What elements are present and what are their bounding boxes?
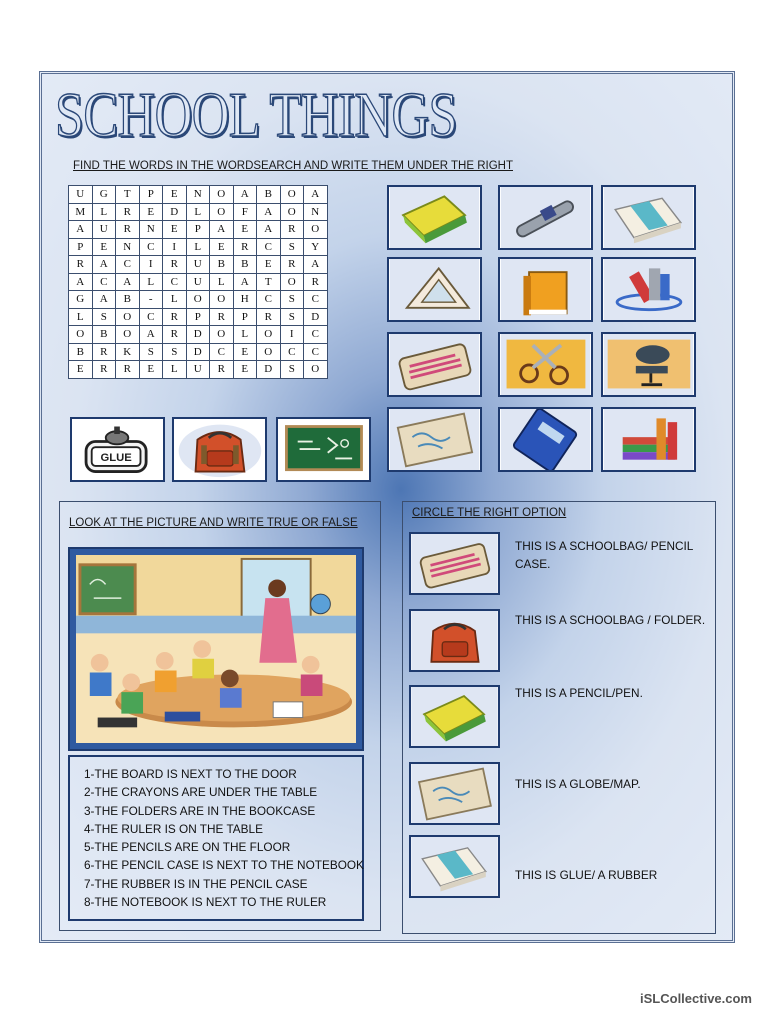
wordsearch-cell[interactable]: S: [280, 361, 304, 379]
wordsearch-cell[interactable]: C: [280, 343, 304, 361]
wordsearch-cell[interactable]: O: [116, 308, 140, 326]
wordsearch-cell[interactable]: C: [139, 308, 163, 326]
item-picture: [387, 257, 482, 322]
wordsearch-cell[interactable]: S: [139, 343, 163, 361]
wordsearch-cell[interactable]: S: [92, 308, 116, 326]
wordsearch-cell[interactable]: R: [210, 361, 234, 379]
wordsearch-row: [69, 308, 328, 326]
pencil-sharpener-icon: [411, 687, 498, 746]
wordsearch-cell[interactable]: S: [280, 238, 304, 256]
wordsearch-cell[interactable]: R: [92, 343, 116, 361]
wordsearch-cell[interactable]: E: [139, 361, 163, 379]
wordsearch-cell[interactable]: P: [233, 308, 257, 326]
wordsearch-row: [69, 326, 328, 344]
option-text[interactable]: THIS IS A GLOBE/MAP.: [515, 777, 641, 791]
wordsearch-cell[interactable]: S: [163, 343, 187, 361]
wordsearch-cell[interactable]: A: [69, 273, 93, 291]
calculator-icon: [500, 409, 591, 470]
scissors-icon: [500, 334, 591, 395]
item-picture: [601, 185, 696, 250]
schoolbag-icon: [174, 419, 265, 480]
wordsearch-cell[interactable]: A: [304, 186, 328, 204]
folders-icon: [603, 409, 694, 470]
wordsearch-cell[interactable]: O: [186, 291, 210, 309]
wordsearch-cell[interactable]: U: [186, 273, 210, 291]
wordsearch-cell[interactable]: K: [116, 343, 140, 361]
statement-item: 5-THE PENCILS ARE ON THE FLOOR: [84, 840, 291, 855]
wordsearch-cell[interactable]: O: [116, 326, 140, 344]
statement-item: 8-THE NOTEBOOK IS NEXT TO THE RULER: [84, 895, 327, 910]
wordsearch-cell[interactable]: C: [257, 291, 281, 309]
wordsearch-cell[interactable]: Y: [304, 238, 328, 256]
wordsearch-cell[interactable]: A: [233, 186, 257, 204]
wordsearch-cell[interactable]: L: [186, 203, 210, 221]
item-picture: [498, 332, 593, 397]
wordsearch-cell[interactable]: D: [163, 203, 187, 221]
wordsearch-cell[interactable]: N: [116, 238, 140, 256]
wordsearch-cell[interactable]: U: [186, 256, 210, 274]
wordsearch-cell[interactable]: C: [210, 343, 234, 361]
wordsearch-cell[interactable]: N: [186, 186, 210, 204]
wordsearch-cell[interactable]: R: [210, 308, 234, 326]
wordsearch-cell[interactable]: R: [233, 238, 257, 256]
wordsearch-cell[interactable]: C: [304, 343, 328, 361]
wordsearch-cell[interactable]: O: [69, 326, 93, 344]
wordsearch-cell[interactable]: -: [139, 291, 163, 309]
wordsearch-cell[interactable]: R: [257, 308, 281, 326]
item-picture: [387, 407, 482, 472]
wordsearch-row: [69, 186, 328, 204]
option-picture: [409, 685, 500, 748]
wordsearch-cell[interactable]: U: [69, 186, 93, 204]
wordsearch-cell[interactable]: A: [116, 273, 140, 291]
option-picture: [409, 762, 500, 825]
chair-icon: [603, 334, 694, 395]
wordsearch-row: [69, 361, 328, 379]
wordsearch-row: [69, 256, 328, 274]
board-icon: [278, 419, 369, 480]
statement-item: 4-THE RULER IS ON THE TABLE: [84, 821, 263, 836]
wordsearch-cell[interactable]: R: [163, 308, 187, 326]
board-picture: [276, 417, 371, 482]
statement-item: 7-THE RUBBER IS IN THE PENCIL CASE: [84, 876, 308, 891]
wordsearch-cell[interactable]: A: [92, 256, 116, 274]
wordsearch-cell[interactable]: O: [304, 361, 328, 379]
wordsearch-cell[interactable]: L: [233, 326, 257, 344]
pencil-sharpener-icon: [389, 187, 480, 248]
wordsearch-cell[interactable]: S: [280, 308, 304, 326]
wordsearch-cell[interactable]: R: [116, 361, 140, 379]
rubber-icon: [411, 837, 498, 896]
wordsearch-cell[interactable]: C: [92, 273, 116, 291]
wordsearch-cell[interactable]: E: [233, 221, 257, 239]
wordsearch-row: [69, 291, 328, 309]
wordsearch-cell[interactable]: C: [116, 256, 140, 274]
option-picture: [409, 835, 500, 898]
wordsearch-row: [69, 238, 328, 256]
item-picture: [498, 407, 593, 472]
item-picture: [601, 332, 696, 397]
page-title: SCHOOL THINGS: [55, 79, 457, 150]
wordsearch-cell[interactable]: D: [186, 343, 210, 361]
wordsearch-cell[interactable]: C: [304, 326, 328, 344]
statement-item: 3-THE FOLDERS ARE IN THE BOOKCASE: [84, 803, 316, 818]
option-picture: [409, 532, 500, 595]
wordsearch-cell[interactable]: A: [257, 221, 281, 239]
wordsearch-cell[interactable]: D: [257, 361, 281, 379]
wordsearch-grid: [68, 185, 328, 379]
glue-icon: [72, 419, 163, 480]
wordsearch-cell[interactable]: C: [139, 238, 163, 256]
option-text[interactable]: THIS IS GLUE/ A RUBBER: [515, 868, 658, 882]
item-picture: [387, 332, 482, 397]
wordsearch-cell[interactable]: U: [92, 221, 116, 239]
wordsearch-cell[interactable]: P: [186, 221, 210, 239]
wordsearch-cell[interactable]: B: [257, 186, 281, 204]
wordsearch-cell[interactable]: O: [280, 203, 304, 221]
wordsearch-cell[interactable]: A: [233, 273, 257, 291]
option-text[interactable]: THIS IS A SCHOOLBAG/ PENCIL CASE.: [515, 539, 693, 571]
option-text[interactable]: THIS IS A SCHOOLBAG / FOLDER.: [515, 613, 706, 627]
wordsearch-cell[interactable]: O: [210, 186, 234, 204]
wordsearch-cell[interactable]: E: [163, 221, 187, 239]
wordsearch-cell[interactable]: L: [163, 291, 187, 309]
wordsearch-cell[interactable]: L: [186, 238, 210, 256]
wordsearch-cell[interactable]: O: [280, 273, 304, 291]
wordsearch-cell[interactable]: R: [69, 256, 93, 274]
wordsearch-cell[interactable]: B: [233, 256, 257, 274]
wordsearch-cell[interactable]: C: [163, 273, 187, 291]
wordsearch-cell[interactable]: R: [280, 256, 304, 274]
wordsearch-cell[interactable]: A: [257, 203, 281, 221]
wordsearch-cell[interactable]: H: [233, 291, 257, 309]
wordsearch-cell[interactable]: R: [163, 256, 187, 274]
wordsearch-cell[interactable]: R: [116, 221, 140, 239]
wordsearch-cell[interactable]: O: [257, 326, 281, 344]
wordsearch-cell[interactable]: P: [139, 186, 163, 204]
circle-option-instruction: CIRCLE THE RIGHT OPTION: [412, 507, 567, 519]
wordsearch-cell[interactable]: E: [233, 343, 257, 361]
wordsearch-cell[interactable]: R: [304, 273, 328, 291]
wordsearch-cell[interactable]: E: [210, 238, 234, 256]
wordsearch-cell[interactable]: R: [280, 221, 304, 239]
wordsearch-cell[interactable]: A: [139, 326, 163, 344]
wordsearch-cell[interactable]: R: [116, 203, 140, 221]
wordsearch-cell[interactable]: N: [139, 221, 163, 239]
wordsearch-cell[interactable]: D: [304, 308, 328, 326]
option-text[interactable]: THIS IS A PENCIL/PEN.: [515, 686, 643, 700]
ruler-set-square-icon: [389, 259, 480, 320]
wordsearch-cell[interactable]: L: [69, 308, 93, 326]
watermark: iSLCollective.com: [640, 991, 752, 1006]
wordsearch-cell[interactable]: E: [163, 186, 187, 204]
pencil-case-icon: [389, 334, 480, 395]
wordsearch-cell[interactable]: E: [257, 256, 281, 274]
rubber-icon: [603, 187, 694, 248]
wordsearch-cell[interactable]: B: [69, 343, 93, 361]
wordsearch-cell[interactable]: A: [92, 291, 116, 309]
statement-item: 1-THE BOARD IS NEXT TO THE DOOR: [84, 767, 297, 781]
classroom-scene-image: [76, 555, 356, 743]
wordsearch-row: [69, 273, 328, 291]
wordsearch-cell[interactable]: D: [186, 326, 210, 344]
statement-item: 6-THE PENCIL CASE IS NEXT TO THE NOTEBOOK: [84, 858, 364, 873]
wordsearch-cell[interactable]: B: [116, 291, 140, 309]
true-false-statements: [68, 755, 364, 921]
wordsearch-cell[interactable]: N: [304, 203, 328, 221]
map-icon: [389, 409, 480, 470]
wordsearch-cell[interactable]: E: [139, 203, 163, 221]
wordsearch-cell[interactable]: T: [257, 273, 281, 291]
item-picture: [387, 185, 482, 250]
schoolbag-icon: [411, 611, 498, 670]
schoolbag-picture: [172, 417, 267, 482]
wordsearch-cell[interactable]: E: [92, 238, 116, 256]
true-false-instruction: LOOK AT THE PICTURE AND WRITE TRUE OR FALSE: [69, 517, 358, 529]
book-icon: [500, 259, 591, 320]
wordsearch-cell[interactable]: G: [92, 186, 116, 204]
wordsearch-cell[interactable]: B: [92, 326, 116, 344]
glue-label: GLUE: [100, 452, 132, 465]
wordsearch-instruction: FIND THE WORDS IN THE WORDSEARCH AND WRITE THEM UNDER THE RIGHT: [73, 160, 513, 172]
wordsearch-cell[interactable]: S: [280, 291, 304, 309]
item-picture: [601, 257, 696, 322]
wordsearch-cell[interactable]: I: [280, 326, 304, 344]
crayons-icon: [603, 259, 694, 320]
wordsearch-cell[interactable]: F: [233, 203, 257, 221]
wordsearch-cell[interactable]: L: [163, 361, 187, 379]
wordsearch-cell[interactable]: E: [69, 361, 93, 379]
wordsearch-cell[interactable]: R: [163, 326, 187, 344]
pencil-case-icon: [411, 534, 498, 593]
wordsearch-cell[interactable]: O: [280, 186, 304, 204]
option-picture: [409, 609, 500, 672]
wordsearch-cell[interactable]: P: [186, 308, 210, 326]
wordsearch-cell[interactable]: E: [233, 361, 257, 379]
wordsearch-cell[interactable]: O: [304, 221, 328, 239]
wordsearch-cell[interactable]: B: [210, 256, 234, 274]
item-picture: [601, 407, 696, 472]
wordsearch-row: [69, 221, 328, 239]
wordsearch-cell[interactable]: L: [92, 203, 116, 221]
wordsearch-cell[interactable]: I: [163, 238, 187, 256]
wordsearch-cell[interactable]: L: [210, 273, 234, 291]
wordsearch-row: [69, 203, 328, 221]
glue-picture: [70, 417, 165, 482]
wordsearch-cell[interactable]: U: [186, 361, 210, 379]
wordsearch-cell[interactable]: A: [304, 256, 328, 274]
pen-icon: [500, 187, 591, 248]
wordsearch-cell[interactable]: A: [69, 221, 93, 239]
wordsearch-cell[interactable]: M: [69, 203, 93, 221]
statement-item: 2-THE CRAYONS ARE UNDER THE TABLE: [84, 785, 318, 800]
wordsearch-cell[interactable]: L: [139, 273, 163, 291]
item-picture: [498, 257, 593, 322]
wordsearch-cell[interactable]: P: [69, 238, 93, 256]
wordsearch-cell[interactable]: O: [210, 203, 234, 221]
wordsearch-cell[interactable]: C: [304, 291, 328, 309]
wordsearch-cell[interactable]: T: [116, 186, 140, 204]
classroom-picture: [68, 547, 364, 751]
wordsearch-cell[interactable]: C: [257, 238, 281, 256]
wordsearch-cell[interactable]: O: [210, 291, 234, 309]
wordsearch-cell[interactable]: O: [210, 326, 234, 344]
wordsearch-cell[interactable]: O: [257, 343, 281, 361]
wordsearch-cell[interactable]: I: [139, 256, 163, 274]
item-picture: [498, 185, 593, 250]
wordsearch-cell[interactable]: G: [69, 291, 93, 309]
wordsearch-cell[interactable]: A: [210, 221, 234, 239]
map-icon: [411, 764, 498, 823]
wordsearch-row: [69, 343, 328, 361]
wordsearch-cell[interactable]: R: [92, 361, 116, 379]
